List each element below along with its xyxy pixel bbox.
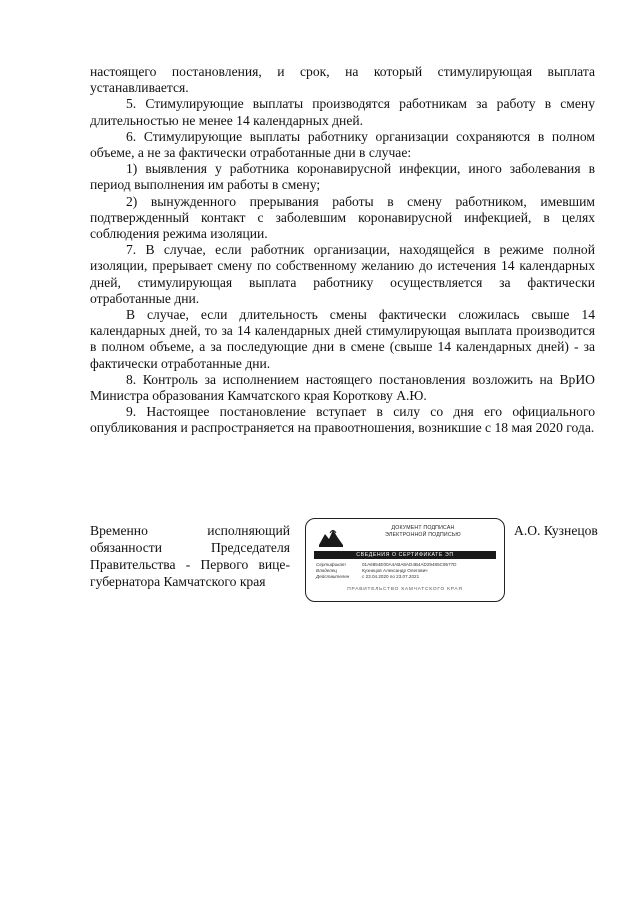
paragraph-6-item-2: 2) вынужденного прерывания работы в смену работником, имевшим подтвержденный контакт с заболевшим коронавирусной инфекцией, в целях соблюдения режима изоляции.: [90, 193, 595, 242]
paragraph-7-continued: В случае, если длительность смены фактически сложилась свыше 14 календарных дней, то за 14 календарных дней стимулирующая выплата производится в полном объеме, а за последующие дни в смене (свыше 14 календарных дней) - за фактически отработанные дни.: [90, 307, 595, 371]
paragraph-7: 7. В случае, если работник организации, находящейся в режиме полной изоляции, прерывает смену по собственному желанию до истечения 14 календарных дней, стимулирующая выплата работнику осуществляется за фактически отработанные дни.: [90, 242, 595, 306]
paragraph-9: 9. Настоящее постановление вступает в силу со дня его официального опубликования и распространяется на правоотношения, возникшие с 18 мая 2020 года.: [90, 404, 595, 436]
signer-position-line: Правительства - Первого вице-: [90, 557, 290, 572]
stamp-footer: ПРАВИТЕЛЬСТВО КАМЧАТСКОГО КРАЯ: [347, 587, 463, 592]
stamp-row-key: Сертификат: [316, 562, 346, 567]
stamp-row: [316, 574, 498, 580]
stamp-row-value: Кузнецов Александр Олегович: [362, 568, 428, 573]
paragraph-6-item-1: 1) выявления у работника коронавирусной инфекции, иного заболевания в период выполнения им работы в смену;: [90, 161, 595, 193]
electronic-signature-stamp: [305, 518, 505, 602]
stamp-rows: [316, 562, 498, 580]
coat-of-arms-icon: [316, 525, 346, 549]
signer-position-line: губернатора Камчатского края: [90, 574, 266, 589]
stamp-row-value: 01A6854E00A4ABA8AD4B4AD29485C9577D: [362, 562, 457, 567]
stamp-row-key: Действителен: [316, 574, 350, 579]
stamp-row-key: Владелец: [316, 568, 337, 573]
signer-position-line: обязанности Председателя: [90, 540, 290, 555]
stamp-title-line: ЭЛЕКТРОННОЙ ПОДПИСЬЮ: [385, 532, 461, 538]
paragraph-5: 5. Стимулирующие выплаты производятся работникам за работу в смену длительностью не менее 14 календарных дней.: [90, 96, 595, 128]
signer-position: [90, 522, 290, 590]
document-body: [90, 64, 595, 437]
stamp-band: СВЕДЕНИЯ О СЕРТИФИКАТЕ ЭП: [314, 551, 496, 559]
paragraph-6: 6. Стимулирующие выплаты работнику организации сохраняются в полном объеме, а не за фактически отработанные дни в случае:: [90, 128, 595, 161]
paragraph-continuation: настоящего постановления, и срок, на который стимулирующая выплата устанавливается.: [90, 64, 595, 96]
signer-position-line: Временно исполняющий: [90, 523, 290, 538]
signer-name: А.О. Кузнецов: [514, 523, 598, 538]
stamp-title: [352, 525, 494, 539]
paragraph-8: 8. Контроль за исполнением настоящего постановления возложить на ВрИО Министра образования Камчатского края Короткову А.Ю.: [90, 371, 595, 404]
signature-block: [90, 522, 640, 612]
stamp-title-line: ДОКУМЕНТ ПОДПИСАН: [391, 525, 455, 531]
stamp-row-value: с 23.04.2020 по 23.07.2021: [362, 574, 420, 579]
